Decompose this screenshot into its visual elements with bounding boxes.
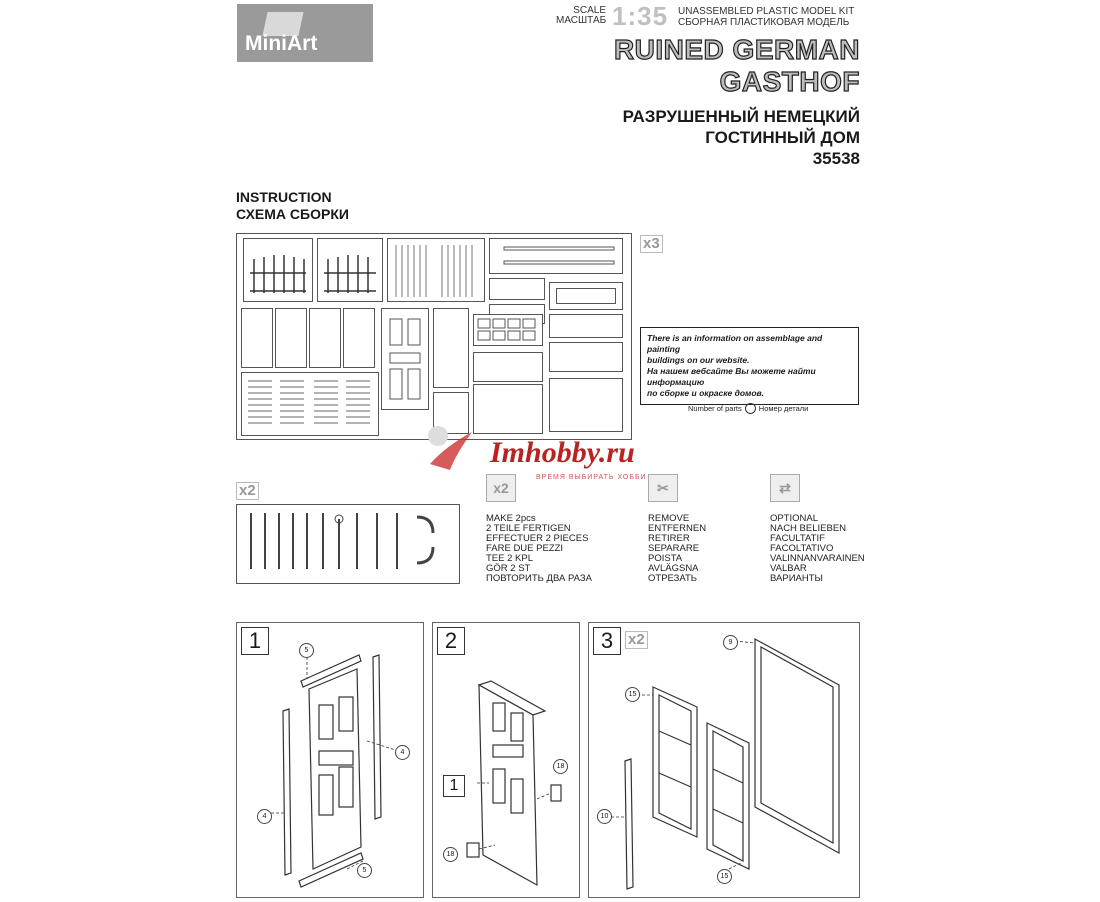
- parts-legend-en: Number of parts: [688, 404, 742, 413]
- legend-remove-line: AVLÄGSNA: [648, 563, 699, 574]
- legend-remove-line: ENTFERNEN: [648, 523, 707, 534]
- door-drawing: [382, 309, 428, 409]
- instruction-title-en: INSTRUCTION: [236, 189, 332, 205]
- part-frame-15d: [343, 308, 375, 368]
- legend-make-line: ПОВТОРИТЬ ДВА РАЗА: [486, 573, 592, 584]
- legend-optional-line: VALINNANVARAINEN: [770, 553, 865, 564]
- legend-make-line: EFFECTUER 2 PIECES: [486, 533, 589, 544]
- part-grid-11: [473, 314, 543, 346]
- scale-label: [556, 6, 606, 26]
- title-ru-line2: ГОСТИННЫЙ ДОМ: [705, 128, 860, 147]
- part-jambs-12-13: [433, 308, 469, 388]
- info-line4: по сборке и окраске домов.: [647, 388, 765, 398]
- legend-remove-line: REMOVE: [648, 513, 690, 524]
- part-window-9b: [549, 378, 623, 432]
- info-line1: There is an information on assemblage and painting: [647, 333, 823, 354]
- grid-11-drawing: [474, 315, 542, 345]
- callout-part: 18: [553, 759, 568, 774]
- legend-remove-line: RETIRER: [648, 533, 690, 544]
- kit-type-en: UNASSEMBLED PLASTIC MODEL KIT: [678, 6, 855, 17]
- part-frame-15a: [241, 308, 273, 368]
- step-3-number: 3: [593, 627, 621, 655]
- instruction-heading: [236, 189, 349, 223]
- part-strip-5: [489, 278, 545, 300]
- step-2-ref-box: 1: [443, 775, 465, 797]
- callout-part: 18: [443, 847, 458, 862]
- planks-drawing: [388, 239, 484, 301]
- scale-label-en: SCALE: [573, 5, 606, 16]
- callout-part: 5: [299, 643, 314, 658]
- railing-2-drawing: [318, 239, 382, 301]
- parts-legend-ru: Номер детали: [758, 404, 809, 413]
- legend-make-line: 2 TEILE FERTIGEN: [486, 523, 571, 534]
- callout-part: 15: [717, 869, 732, 884]
- legend-optional-line: FACULTATIF: [770, 533, 825, 544]
- step-3-drawing: [589, 623, 859, 897]
- callout-part: 5: [357, 863, 372, 878]
- callout-part: 4: [257, 809, 272, 824]
- step-1-panel: [236, 622, 424, 898]
- legend-make-line: GÖR 2 ST: [486, 563, 531, 574]
- part-railing-2: [317, 238, 383, 302]
- railing-1-drawing: [244, 239, 312, 301]
- step-3-multiplier: x2: [625, 631, 648, 649]
- step-1-drawing: [237, 623, 423, 897]
- part-strips-10: [473, 352, 543, 382]
- title-en-line2: GASTHOF: [719, 66, 860, 97]
- part-window-7: [549, 314, 623, 338]
- legend-make-line: MAKE 2pcs: [486, 513, 536, 524]
- scale-label-ru: МАСШТАБ: [556, 15, 607, 26]
- legend-optional-line: FACOLTATIVO: [770, 543, 834, 554]
- sprue-b-multiplier: x2: [236, 482, 259, 500]
- part-strips-4: [489, 238, 623, 274]
- legend-optional-line: OPTIONAL: [770, 513, 819, 524]
- legend-optional-line: NACH BELIEBEN: [770, 523, 847, 534]
- legend-optional-line: ВАРИАНТЫ: [770, 573, 823, 584]
- part-panel-6: [549, 282, 623, 310]
- info-line3: На нашем вебсайте Вы можете найти информацию: [647, 366, 816, 387]
- step-3-panel: [588, 622, 860, 898]
- shutters-drawing: [242, 373, 378, 435]
- legend-make-line: FARE DUE PEZZI: [486, 543, 564, 554]
- part-panel-8: [549, 342, 623, 372]
- callout-part: 9: [723, 635, 738, 650]
- legend-remove-line: POISTA: [648, 553, 683, 564]
- legend-remove-line: ОТРЕЗАТЬ: [648, 573, 698, 584]
- part-shutters-16-17: [241, 372, 379, 436]
- watermark-subtitle: ВРЕМЯ ВЫБИРАТЬ ХОББИ: [536, 474, 647, 481]
- title-ru-line1: РАЗРУШЕННЫЙ НЕМЕЦКИЙ: [622, 107, 860, 126]
- kit-type: [678, 6, 854, 28]
- step-2-panel: [432, 622, 580, 898]
- optional-arrows-icon: ⇄: [770, 474, 800, 502]
- part-railing-1: [243, 238, 313, 302]
- info-line2: buildings on our website.: [647, 355, 750, 365]
- watermark-logo-icon: [424, 424, 476, 476]
- part-window-9a: [473, 384, 543, 434]
- legend-optional-line: VALBAR: [770, 563, 807, 574]
- legend-make-line: TEE 2 KPL: [486, 553, 533, 564]
- watermark-text: Imhobby.ru: [490, 436, 635, 469]
- make-2pcs-icon: x2: [486, 474, 516, 502]
- callout-part: 10: [597, 809, 612, 824]
- step-2-number: 2: [437, 627, 465, 655]
- part-frame-15b: [275, 308, 307, 368]
- website-info-box: [640, 327, 859, 405]
- sprue-b-drawing: [237, 505, 459, 583]
- part-frame-15c: [309, 308, 341, 368]
- title-en-line1: RUINED GERMAN: [613, 34, 860, 65]
- instruction-title-ru: СХЕМА СБОРКИ: [236, 206, 349, 222]
- legend-optional: [770, 514, 865, 584]
- kit-number: 35538: [812, 149, 860, 168]
- legend-remove-line: SEPARARE: [648, 543, 700, 554]
- sprue-a-frame: [236, 233, 632, 440]
- scale-value: 1:35: [612, 1, 669, 31]
- panel-6-inner: [556, 288, 616, 304]
- legend-remove: [648, 514, 706, 584]
- callout-part: 15: [625, 687, 640, 702]
- strips-4-drawing: [490, 239, 622, 273]
- kit-type-ru: СБОРНАЯ ПЛАСТИКОВАЯ МОДЕЛЬ: [678, 17, 850, 28]
- parts-legend: [688, 403, 808, 414]
- remove-cutter-icon: ✂: [648, 474, 678, 502]
- callout-part: 4: [395, 745, 410, 760]
- title-ru: [623, 106, 860, 169]
- logo-text: MiniArt: [245, 32, 318, 55]
- title-en: [614, 34, 860, 98]
- miniart-logo: [237, 4, 373, 62]
- sprue-b-frame: [236, 504, 460, 584]
- part-planks: [387, 238, 485, 302]
- sprue-a-multiplier: x3: [640, 235, 663, 253]
- legend-make: [486, 514, 592, 584]
- part-number-circle-icon: [745, 403, 756, 414]
- part-door-14: [381, 308, 429, 410]
- step-1-number: 1: [241, 627, 269, 655]
